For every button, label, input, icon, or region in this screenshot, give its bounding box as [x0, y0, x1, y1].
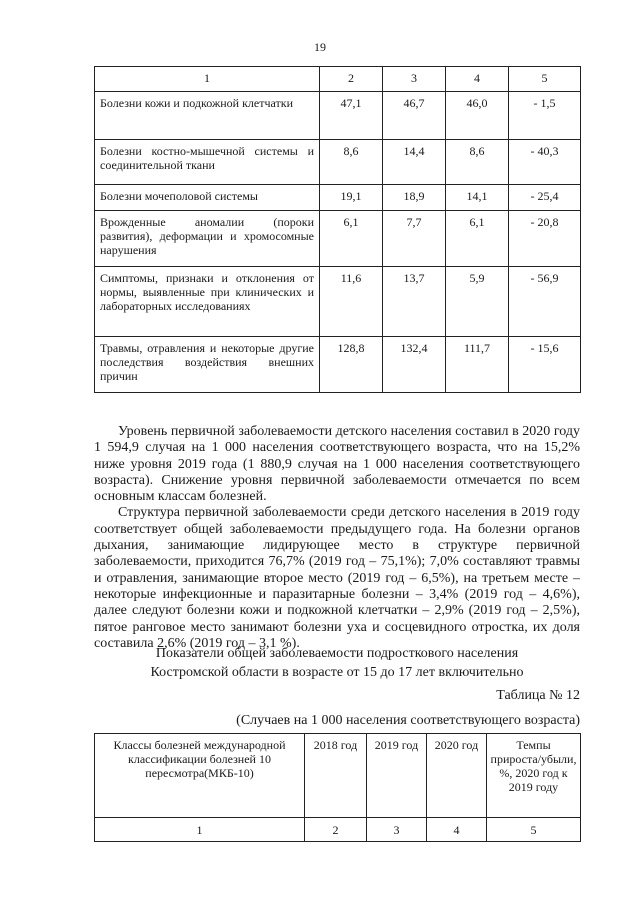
value-2019-cell: 7,7 [383, 211, 446, 267]
header-cell: 4 [446, 67, 509, 92]
table-12 [94, 733, 581, 842]
value-2020-cell: 6,1 [446, 211, 509, 267]
value-2020-cell: 5,9 [446, 267, 509, 337]
growth-rate-cell: - 1,5 [509, 92, 581, 140]
header-cell: 1 [95, 67, 320, 92]
paragraph: Уровень первичной заболеваемости детского населения составил в 2020 году 1 594,9 случая на 1 000 населения соответствующего возраста, что на 15,2% ниже уровня 2019 года (1 880,9 случая на 1 000 населения соответствующего возраста). Снижение уровня первичной заболеваемости отмечается по всем основным классам болезней. [94, 424, 580, 505]
table-row [95, 92, 581, 140]
table-12-units: (Случаев на 1 000 населения соответствующего возраста) [236, 713, 580, 728]
paragraph: Структура первичной заболеваемости среди детского населения в 2019 году соответствует общей заболеваемости предыдущего года. На болезни органов дыхания, занимающие лидирующее место в структуре первичной заболеваемости, приходится 76,7% (2019 год – 75,1%); 7,0% составляют травмы и отравления, занимающие второе место (2019 год – 6,5%), на третьем месте – некоторые инфекционные и паразитарные болезни – 3,4% (2019 год – 4,6%), далее следуют болезни кожи и подкожной клетчатки – 2,9% (2019 год – 2,5%), пятое ранговое место занимают болезни уха и сосцевидного отростка, их доля составила 2,6% (2019 год – 3,1 %). [94, 505, 580, 651]
index-cell: 2 [305, 818, 367, 842]
header-cell: 5 [509, 67, 581, 92]
value-2019-cell: 132,4 [383, 337, 446, 393]
header-cell-growth-rate: Темпы прироста/убыли, %, 2020 год к 2019 году [487, 734, 581, 818]
table-row [95, 211, 581, 267]
growth-rate-cell: - 40,3 [509, 140, 581, 185]
value-2018-cell: 11,6 [320, 267, 383, 337]
index-cell: 5 [487, 818, 581, 842]
value-2018-cell: 8,6 [320, 140, 383, 185]
disease-class-cell: Болезни кожи и подкожной клетчатки [95, 92, 320, 140]
value-2018-cell: 6,1 [320, 211, 383, 267]
header-cell: 3 [383, 67, 446, 92]
header-cell: 2 [320, 67, 383, 92]
table-index-row [95, 818, 581, 842]
value-2019-cell: 46,7 [383, 92, 446, 140]
disease-class-cell: Врожденные аномалии (пороки развития), деформации и хромосомные нарушения [95, 211, 320, 267]
growth-rate-cell: - 25,4 [509, 185, 581, 211]
index-cell: 4 [427, 818, 487, 842]
table-header-row [95, 734, 581, 818]
table-row [95, 140, 581, 185]
page-number: 19 [314, 40, 326, 54]
index-cell: 3 [367, 818, 427, 842]
growth-rate-cell: - 15,6 [509, 337, 581, 393]
header-cell-disease-class: Классы болезней международной классификации болезней 10 пересмотра(МКБ-10) [95, 734, 305, 818]
value-2020-cell: 14,1 [446, 185, 509, 211]
value-2020-cell: 46,0 [446, 92, 509, 140]
table-row [95, 185, 581, 211]
value-2018-cell: 128,8 [320, 337, 383, 393]
table-row [95, 337, 581, 393]
disease-class-cell: Травмы, отравления и некоторые другие последствия воздействия внешних причин [95, 337, 320, 393]
value-2019-cell: 13,7 [383, 267, 446, 337]
morbidity-table-continued [94, 66, 581, 393]
growth-rate-cell: - 56,9 [509, 267, 581, 337]
header-cell-2020: 2020 год [427, 734, 487, 818]
value-2019-cell: 14,4 [383, 140, 446, 185]
value-2020-cell: 8,6 [446, 140, 509, 185]
body-text [94, 424, 580, 652]
value-2019-cell: 18,9 [383, 185, 446, 211]
value-2018-cell: 19,1 [320, 185, 383, 211]
growth-rate-cell: - 20,8 [509, 211, 581, 267]
table-12-number: Таблица № 12 [496, 688, 580, 703]
disease-class-cell: Болезни мочеполовой системы [95, 185, 320, 211]
table-row [95, 267, 581, 337]
value-2018-cell: 47,1 [320, 92, 383, 140]
table-12-title-line: Костромской области в возрасте от 15 до 17 лет включительно [150, 665, 524, 680]
table-12-title-line: Показатели общей заболеваемости подросткового населения [155, 646, 519, 661]
index-cell: 1 [95, 818, 305, 842]
table-header-row [95, 67, 581, 92]
value-2020-cell: 111,7 [446, 337, 509, 393]
disease-class-cell: Симптомы, признаки и отклонения от нормы, выявленные при клинических и лабораторных исследованиях [95, 267, 320, 337]
disease-class-cell: Болезни костно-мышечной системы и соединительной ткани [95, 140, 320, 185]
header-cell-2018: 2018 год [305, 734, 367, 818]
header-cell-2019: 2019 год [367, 734, 427, 818]
table-12-title [94, 644, 580, 682]
